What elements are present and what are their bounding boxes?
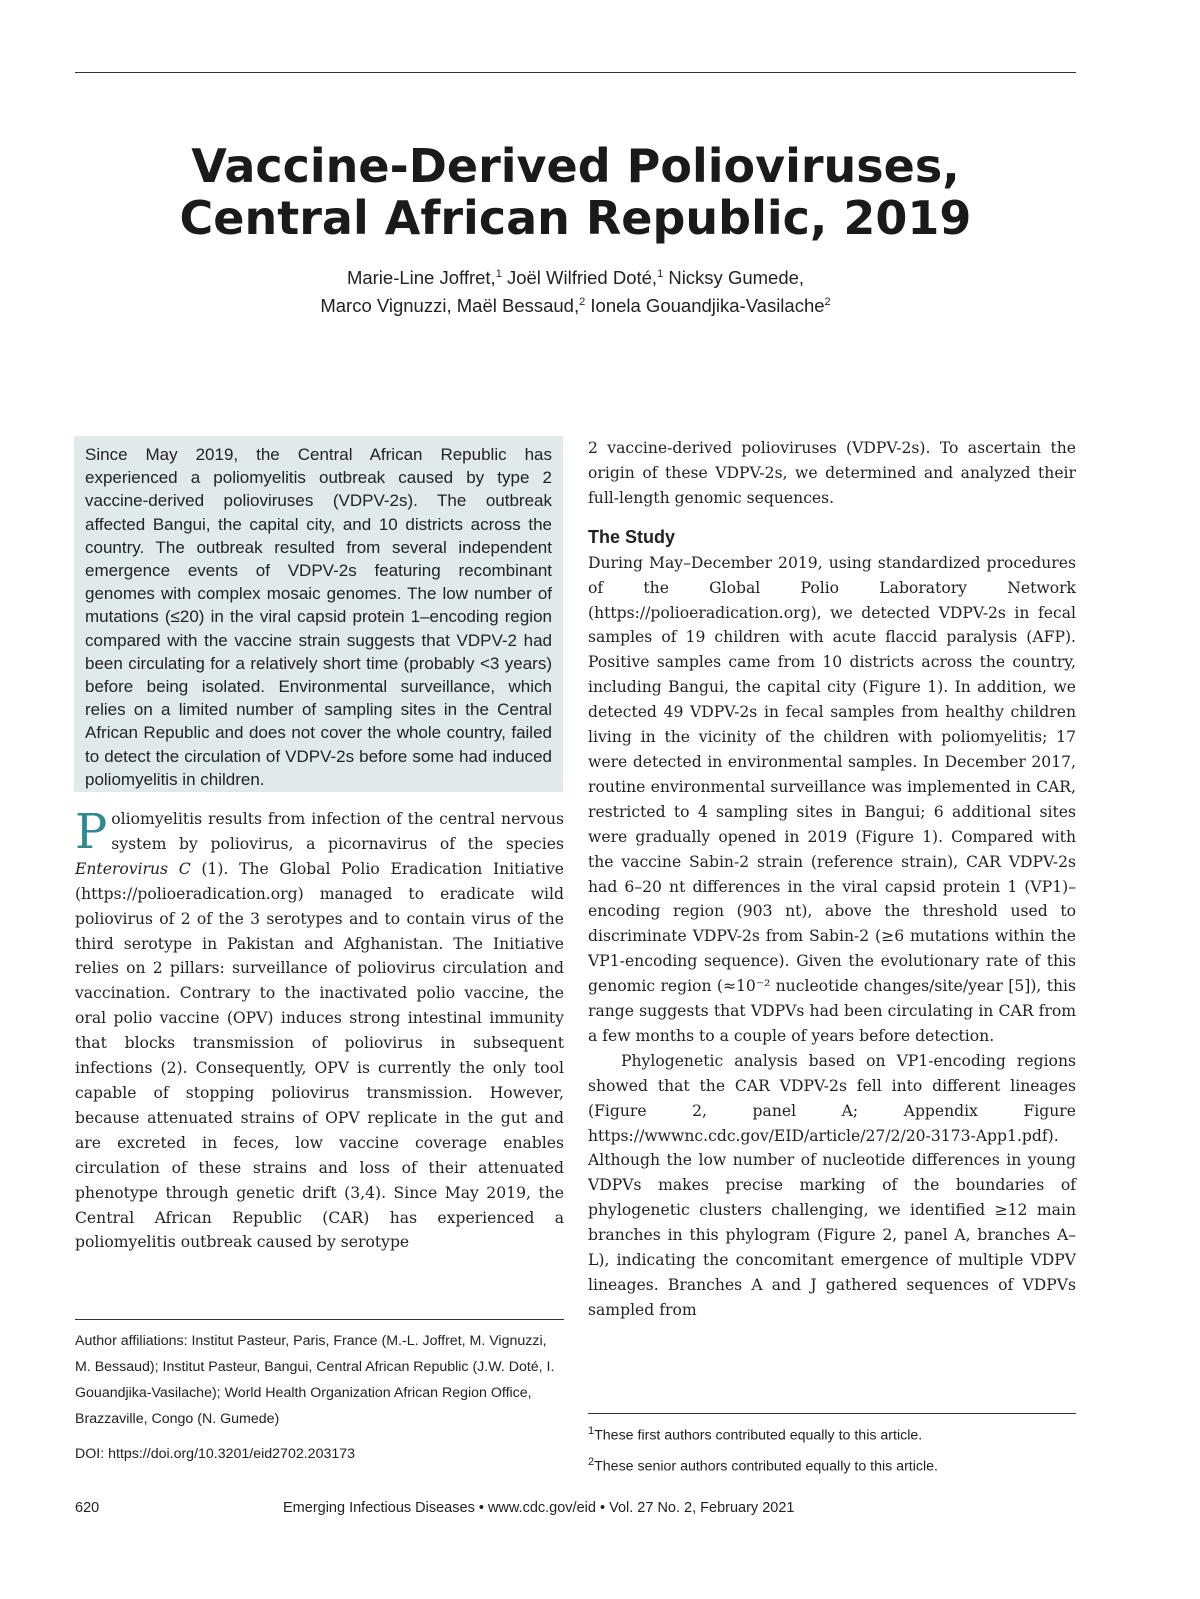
abstract-text: Since May 2019, the Central African Republic has experienced a poliomyelitis outbreak caused by type 2 vaccine-derived polioviruses (VDPV-2s). The outbreak affected Bangui, the capital city, and 10 districts across the country. The outbreak resulted from several independent emergence events of VDPV-2s featuring recombinant genomes with complex mosaic genomes. The low number of mutations (≤20) in the viral capsid protein 1–encoding region compared with the vaccine strain suggests that VDPV-2 had been circulating for a relatively short time (probably <3 years) before being isolated. Environmental surveillance, which relies on a limited number of sampling sites in the Central African Republic and does not cover the whole country, failed to detect the circulation of VDPV-2s before some had induced poliomyelitis in children.	[85, 445, 552, 789]
species-name: Enterovirus C	[75, 859, 191, 878]
journal-footer: Emerging Infectious Diseases • www.cdc.gov/eid • Vol. 27 No. 2, February 2021	[283, 1500, 795, 1516]
study-paragraph-2: Phylogenetic analysis based on VP1-encoding regions showed that the CAR VDPV-2s fell into different lineages (Figure 2, panel A; Appendix Figure https://wwwnc.cdc.gov/EID/article/27/2/20-3173-App1.pdf). Although the low number of nucleotide differences in young VDPVs makes precise marking of the boundaries of phylogenetic clusters challenging, we identified ≥12 main branches in this phylogram (Figure 2, panel A, branches A–L), indicating the concomitant emergence of multiple VDPV lineages. Branches A and J gathered sequences of VDPVs sampled from	[588, 1051, 1076, 1319]
drop-cap: P	[75, 804, 108, 860]
author-line-2	[75, 290, 1076, 318]
article-title	[75, 140, 1076, 244]
top-rule	[75, 72, 1076, 73]
author-affiliations: Author affiliations: Institut Pasteur, Paris, France (M.-L. Joffret, M. Vignuzzi, M. Bessaud); Institut Pasteur, Bangui, Central African Republic (J.W. Doté, I. Gouandjika-Vasilache); World Health Organization African Region Office, Brazzaville, Congo (N. Gumede)	[75, 1319, 564, 1432]
author-name: Marie-Line Joffret,	[346, 267, 496, 289]
footnote-item: $^2$These senior authors contributed equally to this article.	[588, 1455, 938, 1475]
author-name: Joël Wilfried Doté,	[501, 267, 658, 289]
author-list	[75, 262, 1076, 318]
author-line-1	[75, 262, 1076, 290]
author-footnote-mark: 2	[579, 296, 586, 309]
left-column-body	[75, 804, 564, 1255]
right-column-body	[588, 436, 1076, 1323]
study-paragraph-1: During May–December 2019, using standardized procedures of the Global Polio Laboratory Network (https://polioeradication.org), we detected VDPV-2s in fecal samples of 19 children with acute flaccid paralysis (AFP). Positive samples came from 10 districts across the country, including Bangui, the capital city (Figure 1). In addition, we detected 49 VDPV-2s in fecal samples from healthy children living in the vicinity of the children with poliomyelitis; 17 were detected in environmental samples. In December 2017, routine environmental surveillance was implemented in CAR, restricted to 4 sampling sites in Bangui; 6 additional sites were gradually opened in 2019 (Figure 1). Compared with the vaccine Sabin-2 strain (reference strain), CAR VDPV-2s had 6–20 nt differences in the viral capsid protein 1 (VP1)–encoding region (903 nt), above the threshold used to discriminate VDPV-2s from Sabin-2 (≥6 mutations within the VP1-encoding sequence). Given the evolutionary rate of this genomic region (≈10⁻² nucleotide changes/site/year [5]), this range suggests that VDPVs had been circulating in CAR from a few months to a couple of years before detection.	[588, 553, 1076, 1045]
doi-link[interactable]: DOI: https://doi.org/10.3201/eid2702.203173	[75, 1446, 356, 1462]
footnote-item: $^1$These first authors contributed equally to this article.	[588, 1425, 923, 1444]
intro-continuation: 2 vaccine-derived polioviruses (VDPV-2s). To ascertain the origin of these VDPV-2s, we determined and analyzed their full-length genomic sequences.	[588, 439, 1076, 507]
author-name: Nicksy Gumede,	[663, 267, 805, 289]
abstract-box	[74, 436, 563, 792]
footnotes	[588, 1413, 1076, 1479]
author-name: Marco Vignuzzi, Maël Bessaud,	[320, 295, 580, 317]
title-line-1: Vaccine-Derived Polioviruses,	[191, 139, 960, 193]
intro-paragraph: Poliomyelitis results from infection of the central nervous system by poliovirus, a picornavirus of the species Enterovirus C (1). The Global Polio Eradication Initiative (https://polioeradication.org) managed to eradicate wild poliovirus of 2 of the 3 serotypes and to contain virus of the third serotype in Pakistan and Afghanistan. The Initiative relies on 2 pillars: surveillance of poliovirus circulation and vaccination. Contrary to the inactivated polio vaccine, the oral polio vaccine (OPV) induces strong intestinal immunity that blocks transmission of poliovirus in subsequent infections (2). Consequently, OPV is currently the only tool capable of stopping poliovirus transmission. However, because attenuated strains of OPV replicate in the gut and are excreted in feces, low vaccine coverage enables circulation of these strains and loss of their attenuated phenotype through genetic drift (3,4). Since May 2019, the Central African Republic (CAR) has experienced a poliomyelitis outbreak caused by serotype	[75, 804, 564, 1252]
author-footnote-mark: 2	[824, 296, 831, 309]
author-name: Ionela Gouandjika-Vasilache	[585, 295, 825, 317]
author-footnote-mark: 1	[495, 268, 502, 280]
section-heading-the-study: The Study	[588, 526, 676, 547]
author-footnote-mark: 1	[657, 268, 664, 280]
page-number: 620	[75, 1500, 100, 1516]
title-line-2: Central African Republic, 2019	[179, 191, 972, 245]
